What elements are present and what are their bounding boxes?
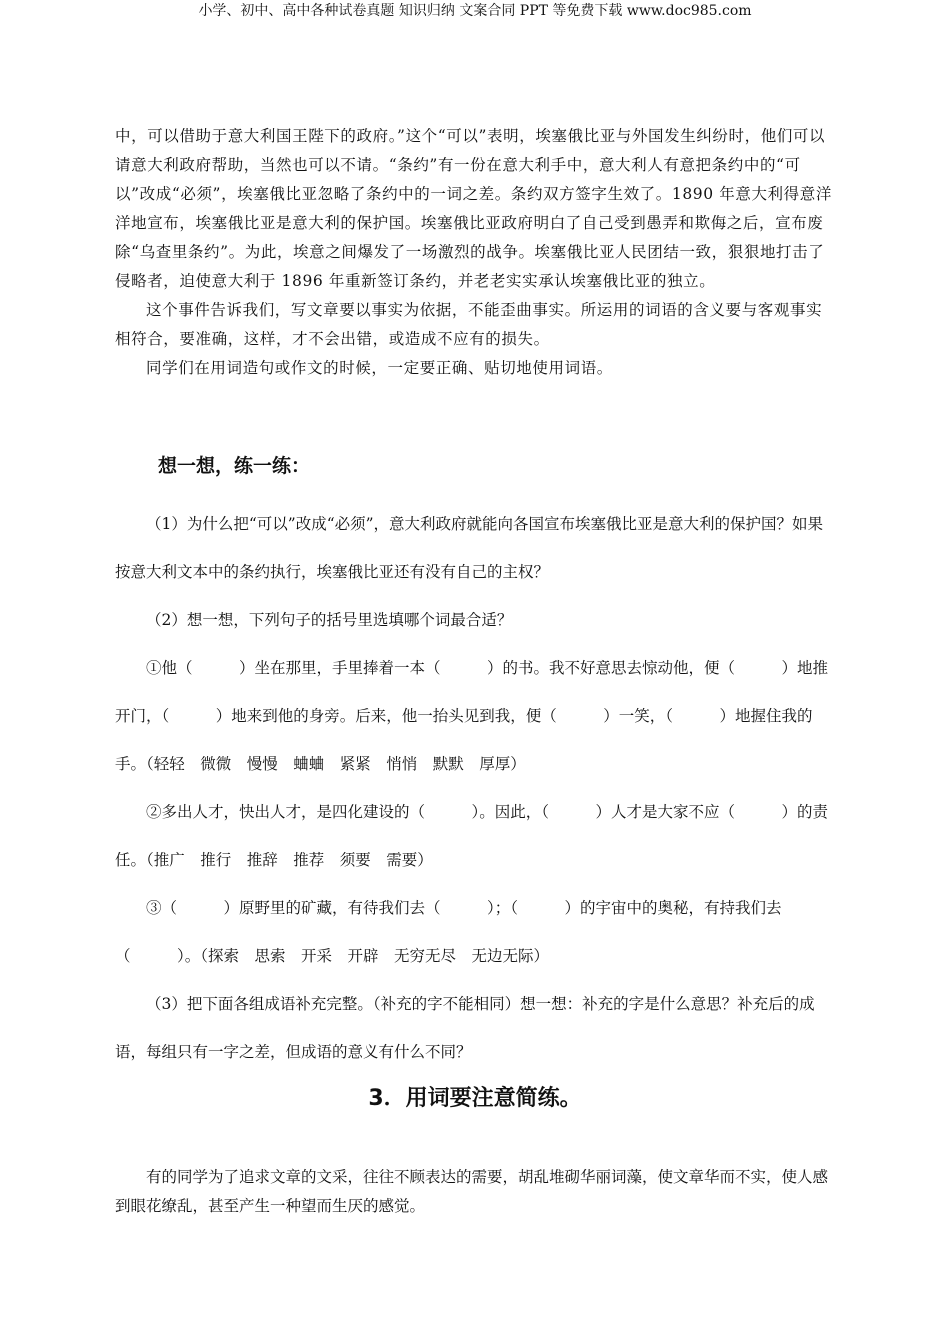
exercise-q2-item-2: ②多出人才，快出人才，是四化建设的（ ）。因此，（ ）人才是大家不应（ ）的责任。（推广 推行 推辞 推荐 须要 需要）	[115, 803, 829, 869]
exercise-q3: （3）把下面各组成语补充完整。（补充的字不能相同）想一想：补充的字是什么意思？补充后的成语，每组只有一字之差，但成语的意义有什么不同？	[115, 995, 815, 1061]
exercise-q2-item-1: ①他（ ）坐在那里，手里捧着一本（ ）的书。我不好意思去惊动他，便（ ）地推开门，（ ）地来到他的身旁。后来，他一抬头见到我，便（ ）一笑，（ ）地握住我的手。（轻轻 微微 慢慢 蛐蛐 紧紧 悄悄 默默 厚厚）	[115, 659, 829, 773]
exercise-q2-item-3: ③（ ）原野里的矿藏，有待我们去（ ）；（ ）的宇宙中的奥秘，有持我们去（ ）。（探索 思索 开采 开辟 无穷无尽 无边无际）	[115, 899, 782, 965]
section-paragraph: 有的同学为了追求文章的文采，往往不顾表达的需要，胡乱堆砌华丽词藻，使文章华而不实，使人感到眼花缭乱，甚至产生一种望而生厌的感觉。	[115, 1168, 829, 1215]
section-body	[115, 1163, 837, 1221]
page-header: 小学、初中、高中各种试卷真题 知识归纳 文案合同 PPT 等免费下载 www.doc985.com	[198, 3, 752, 19]
exercise-list	[115, 500, 837, 1076]
exercise-q1: （1）为什么把“可以”改成“必须”，意大利政府就能向各国宣布埃塞俄比亚是意大利的保护国？如果按意大利文本中的条约执行，埃塞俄比亚还有没有自己的主权？	[115, 515, 824, 581]
story-paragraph: 同学们在用词造句或作文的时候，一定要正确、贴切地使用词语。	[146, 359, 613, 377]
section-heading: 3．用词要注意简练。	[368, 1086, 582, 1111]
exercise-q2: （2）想一想，下列句子的括号里选填哪个词最合适？	[146, 611, 513, 629]
story-section	[115, 122, 837, 383]
practice-heading: 想一想，练一练：	[158, 455, 311, 477]
story-paragraph: 中，可以借助于意大利国王陛下的政府。”这个“可以”表明，埃塞俄比亚与外国发生纠纷时，他们可以请意大利政府帮助，当然也可以不请。“条约”有一份在意大利手中，意大利人有意把条约中的“可以”改成“必须”，埃塞俄比亚忽略了条约中的一词之差。条约双方签字生效了。1890 年意大利得意洋洋地宣布，埃塞俄比亚是意大利的保护国。埃塞俄比亚政府明白了自己受到愚弄和欺侮之后，宣布废除“乌查里条约”。为此，埃意之间爆发了一场激烈的战争。埃塞俄比亚人民团结一致，狠狠地打击了侵略者，迫使意大利于 1896 年重新签订条约，并老老实实承认埃塞俄比亚的独立。	[115, 127, 832, 290]
story-paragraph: 这个事件告诉我们，写文章要以事实为依据，不能歪曲事实。所运用的词语的含义要与客观事实相符合，要准确，这样，才不会出错，或造成不应有的损失。	[115, 301, 823, 348]
